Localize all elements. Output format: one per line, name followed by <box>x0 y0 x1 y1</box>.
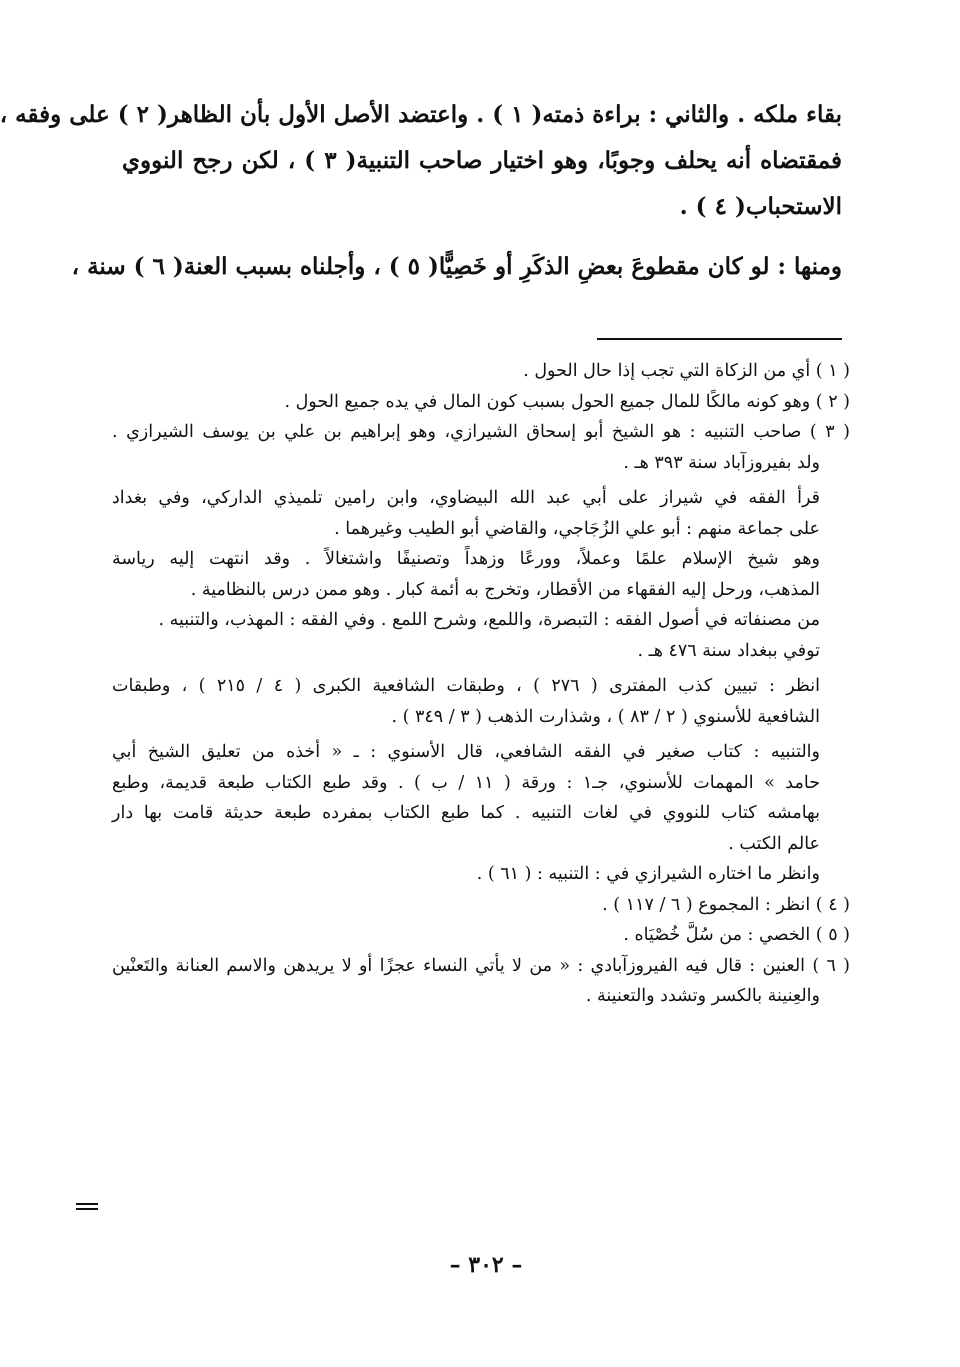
footnote-3-line-5: وهو شيخ الإسلام علمًا وعملاً، وورعًا وزهداً وتصنيفًا واشتغالاً . وقد انتهت إليه رياسة <box>112 549 820 569</box>
footnote-4: ( ٤ ) انظر : المجموع ( ٦ / ١١٧ ) . <box>602 894 850 915</box>
footnote-3-line-8: توفي ببغداد سنة ٤٧٦ هـ . <box>637 640 820 661</box>
footnote-2: ( ٢ ) وهو كونه مالكًا للمال جميع الحول بسبب كون المال في يده جميع الحول . <box>284 391 850 412</box>
footnote-3-line-3: قرأ الفقه في شيراز على أبي عبد الله البيضاوي، وابن رامين تلميذي الداركي، وفي بغداد <box>112 488 820 508</box>
footnote-3-line-14: عالم الكتب . <box>728 833 820 854</box>
footnote-3-line-6: المذهب، ورحل إليه الفقهاء من الأقطار، وتخرج به أئمة كبار . وهو ممن درس بالنظامية . <box>190 579 820 600</box>
footnote-6-line-1: ( ٦ ) العنين : قال فيه الفيروزآبادي : « من لا يأتي النساء عجزًا أو لا يريدهن والاسم العنانة والتَعنْين <box>112 955 850 976</box>
page-number: – ٣٠٢ – <box>449 1252 523 1278</box>
footnote-3-line-9: انظر : تبيين كذب المفترى ( ٢٧٦ ) ، وطبقات الشافعية الكبرى ( ٤ / ٢١٥ ) ، وطبقات <box>112 676 820 696</box>
main-text-line-1: بقاء ملكه . والثاني : براءة ذمته( ١ ) . واعتضد الأصل الأول بأن الظاهر( ٢ ) على وفقه ، <box>0 101 842 128</box>
margin-mark <box>76 1203 98 1210</box>
footnote-3-line-11: والتنبيه : كتاب صغير في الفقه الشافعي، قال الأسنوي : ـ « أخذه من تعليق الشيخ أبي <box>112 742 820 762</box>
footnote-1: ( ١ ) أي من الزكاة التي تجب إذا حال الحول . <box>523 361 850 381</box>
main-text-line-4: ومنها : لو كان مقطوعَ بعضِ الذكَرِ أو خَصِيًّا( ٥ ) ، وأجلناه بسبب العنة( ٦ ) سنة ، <box>71 253 842 280</box>
footnote-5: ( ٥ ) الخصي : من سُلَّ خُصْيَاه . <box>623 925 850 945</box>
main-text-line-2: فمقتضاه أنه يحلف وجوبًا، وهو اختيار صاحب التنبية( ٣ ) ، لكن رجح النووي <box>122 147 843 174</box>
main-text-line-3: الاستحباب( ٤ ) . <box>679 193 842 220</box>
footnote-3-line-13: بهامشه كتاب للنووي في لغات التنبيه . كما طبع الكتاب بمفرده طبعة حديثة قامت بها دار <box>112 803 820 823</box>
footnote-3-line-12: حامد » المهمات للأسنوي، جـ١ : ورقة ( ١١ / ب ) . وقد طبع الكتاب طبعة قديمة، وطبع <box>112 772 821 793</box>
footnote-6-line-2: والعِنينة بالكسر وتشدد والتعنينة . <box>585 986 820 1006</box>
main-text <box>0 92 843 290</box>
footnote-3-line-10: الشافعية للأسنوي ( ٢ / ٨٣ ) ، وشذارت الذهب ( ٣ / ٣٤٩ ) . <box>391 706 820 727</box>
footnote-3-line-4: على جماعة منهم : أبو علي الزُجَاجي، والقاضي أبو الطيب وغيرهما . <box>334 518 820 539</box>
footnotes <box>112 356 850 1012</box>
footnote-3-line-1: ( ٣ ) صاحب التنبيه : هو الشيخ أبو إسحاق الشيرازي، وهو إبراهيم بن علي بن يوسف الشيرازي . <box>112 422 851 442</box>
footnote-3-line-15: وانظر ما اختاره الشيرازي في : التنبيه : ( ٦١ ) . <box>476 864 820 884</box>
footnote-3-line-7: من مصنفاته في أصول الفقه : التبصرة، واللمع، وشرح اللمع . وفي الفقه : المهذب، والتنبيه . <box>158 610 820 630</box>
footnote-separator <box>597 338 842 340</box>
footnote-3-line-2: ولد بفيروزآباد سنة ٣٩٣ هـ . <box>623 452 820 473</box>
